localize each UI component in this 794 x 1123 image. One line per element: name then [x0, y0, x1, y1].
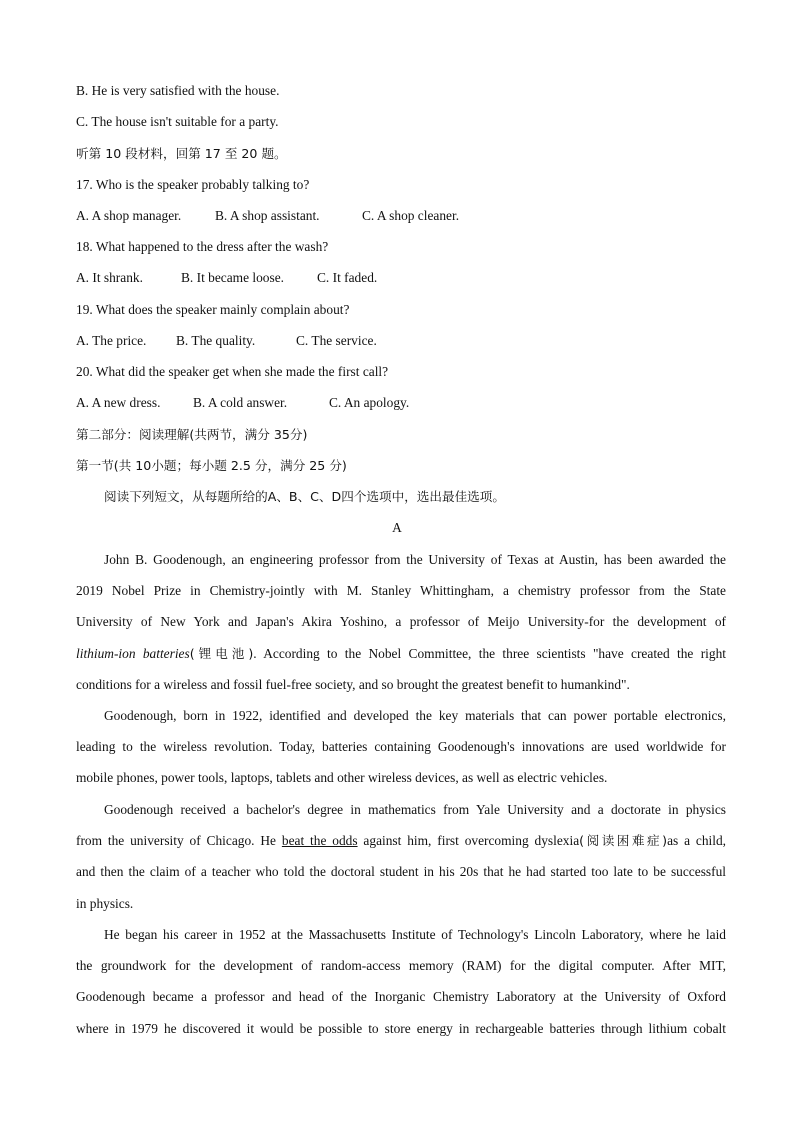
- p3-line-1: Goodenough received a bachelor's degree in mathematics from Yale University and a doctorate in physics: [104, 802, 726, 817]
- q19-option-b: B. The quality.: [176, 333, 256, 348]
- section1-heading: 第一节(共 10小题；每小题 2.5 分，满分 25 分): [76, 458, 347, 473]
- lithium-ion-gloss: (锂电池): [189, 645, 254, 661]
- q19-options: [76, 333, 377, 349]
- p1-line-1: John B. Goodenough, an engineering professor from the University of Texas at Austin, has been awarded the: [104, 552, 726, 567]
- lithium-ion-term: lithium-ion batteries: [76, 645, 190, 661]
- p1-line-4-rest: . According to the Nobel Committee, the three scientists "have created the right: [253, 645, 726, 661]
- q18-option-b: B. It became loose.: [181, 270, 284, 285]
- instructions: 阅读下列短文，从每题所给的A、B、C、D四个选项中，选出最佳选项。: [104, 489, 505, 504]
- q17-option-a: A. A shop manager.: [76, 208, 182, 223]
- p1-line-3: University of New York and Japan's Akira Yoshino, a professor of Meijo University-for the development of: [76, 614, 726, 630]
- p1-line-4: [76, 638, 726, 669]
- q19-option-a: A. The price.: [76, 333, 147, 348]
- q20-options: [76, 395, 409, 411]
- p4-line-3: Goodenough became a professor and head of the Inorganic Chemistry Laboratory at the University of Oxford: [76, 989, 726, 1005]
- q20-stem: 20. What did the speaker get when she made the first call?: [76, 364, 389, 379]
- p3-line-2-mid: against him, first overcoming dyslexia: [357, 833, 580, 849]
- q18-stem: 18. What happened to the dress after the wash?: [76, 239, 329, 254]
- q18-option-c: C. It faded.: [317, 270, 378, 285]
- passage-paragraph-4: [76, 919, 726, 1044]
- p3-line-4: in physics.: [76, 895, 134, 911]
- q20-option-a: A. A new dress.: [76, 395, 161, 410]
- q17-option-c: C. A shop cleaner.: [362, 208, 460, 223]
- p2-line-2: leading to the wireless revolution. Today, batteries containing Goodenough's innovations are used worldwide for: [76, 739, 726, 755]
- q16-option-c: C. The house isn't suitable for a party.: [76, 114, 279, 129]
- passage-paragraph-3: [76, 794, 726, 919]
- q17-stem: 17. Who is the speaker probably talking to?: [76, 177, 310, 192]
- p4-line-2: the groundwork for the development of random-access memory (RAM) for the digital computer. After MIT,: [76, 958, 726, 974]
- q20-option-b: B. A cold answer.: [193, 395, 288, 410]
- p2-line-1: Goodenough, born in 1922, identified and developed the key materials that can power portable electronics,: [104, 708, 726, 723]
- q18-option-a: A. It shrank.: [76, 270, 143, 285]
- passage-paragraph-2: [76, 700, 726, 794]
- passage-label: A: [392, 520, 402, 535]
- p3-line-2-pre: from the university of Chicago. He: [76, 833, 282, 849]
- p1-line-5: conditions for a wireless and fossil fuel-free society, and so brought the greatest benefit to humankind".: [76, 676, 630, 692]
- q20-option-c: C. An apology.: [329, 395, 410, 410]
- p4-line-1: He began his career in 1952 at the Massachusetts Institute of Technology's Lincoln Laboratory, where he laid: [104, 927, 726, 942]
- p3-line-3: and then the claim of a teacher who told the doctoral student in his 20s that he had started too late to be successful: [76, 864, 726, 880]
- q18-options: [76, 270, 377, 286]
- q16-option-b: B. He is very satisfied with the house.: [76, 83, 280, 98]
- part2-heading: 第二部分：阅读理解(共两节，满分 35分): [76, 427, 308, 442]
- passage-paragraph-1: [76, 544, 726, 700]
- q17-options: [76, 208, 459, 224]
- p3-line-2: [76, 825, 726, 856]
- p1-line-2: 2019 Nobel Prize in Chemistry-jointly with M. Stanley Whittingham, a chemistry professor from the State: [76, 583, 726, 599]
- q17-option-b: B. A shop assistant.: [215, 208, 320, 223]
- p2-line-3: mobile phones, power tools, laptops, tablets and other wireless devices, as well as electric vehicles.: [76, 770, 608, 786]
- p4-line-4: where in 1979 he discovered it would be possible to store energy in rechargeable batteries through lithium cobalt: [76, 1020, 726, 1036]
- q19-option-c: C. The service.: [296, 333, 377, 348]
- dyslexia-gloss: (阅读困难症): [579, 833, 668, 849]
- section10-intro: 听第 10 段材料，回第 17 至 20 题。: [76, 146, 287, 161]
- beat-the-odds-phrase: beat the odds: [281, 833, 358, 849]
- q19-stem: 19. What does the speaker mainly complain about?: [76, 302, 350, 317]
- p3-line-2-post: as a child,: [667, 833, 727, 849]
